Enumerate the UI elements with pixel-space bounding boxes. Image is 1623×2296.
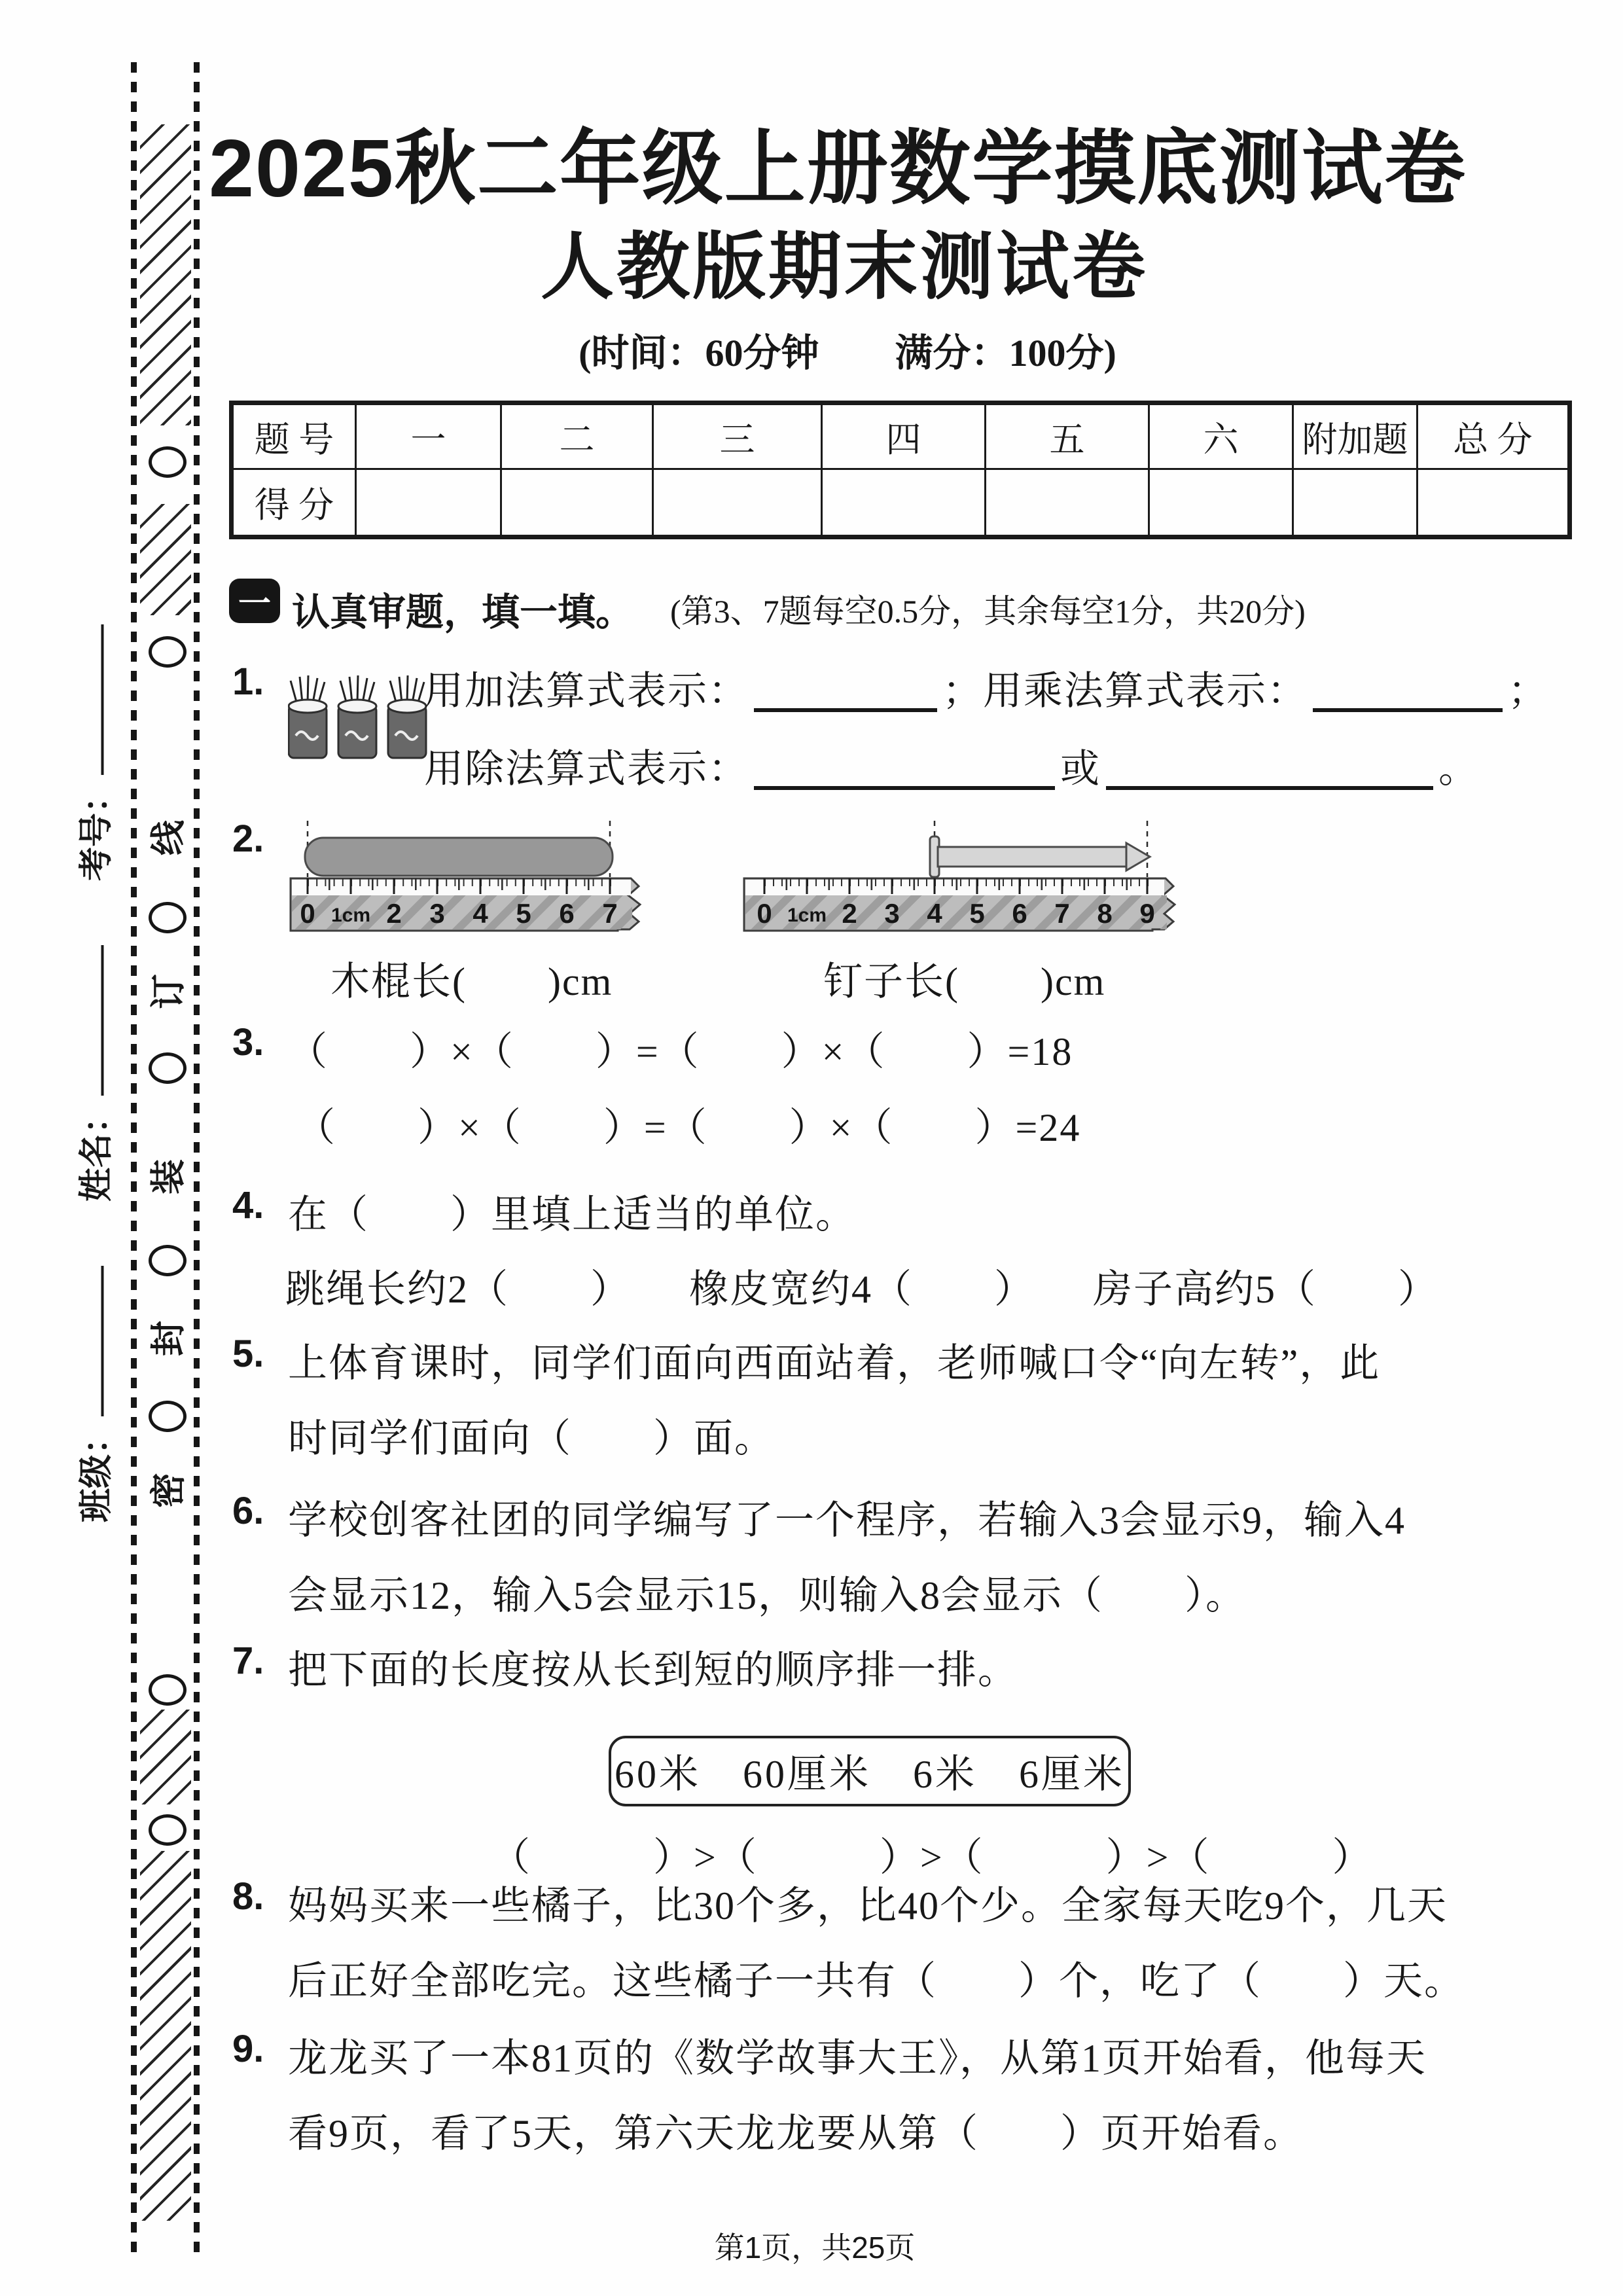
q9-line2: 看9页，看了5天，第六天龙龙要从第（ ）页开始看。 (288, 2112, 1304, 2155)
q1-text: ； (1508, 670, 1548, 713)
q4-item: 房子高约5（ ） (1093, 1268, 1438, 1311)
q5-line1: 上体育课时，同学们面向西面站着，老师喊口令“向左转”，此 (288, 1342, 1381, 1385)
student-name-label (69, 945, 118, 1202)
pen-cups-image (288, 675, 429, 762)
ruler-tick-label: 4 (473, 898, 488, 929)
ruler-tick-label: 7 (602, 898, 618, 929)
q1-line1 (424, 660, 1548, 716)
q1-text: 用加法算式表示： (424, 670, 749, 713)
ruler-tick-label: 6 (559, 898, 575, 929)
score-table-col: 附加题 (1293, 403, 1418, 469)
score-cell (1293, 469, 1418, 537)
seal-dashed-border-left (131, 62, 137, 2255)
ruler-tick-label: 3 (429, 898, 445, 929)
q4-number: 4. (232, 1184, 264, 1227)
score-table-col: 一 (356, 403, 501, 469)
q1-number: 1. (232, 660, 264, 703)
seal-hatching (140, 1851, 191, 2221)
seal-circle-icon (149, 1814, 187, 1846)
score-table-col: 三 (653, 403, 822, 469)
q8-line2: 后正好全部吃完。这些橘子一共有（ ）个，吃了（ ）天。 (288, 1960, 1465, 2003)
seal-char: 密 (149, 1473, 188, 1508)
q1-line2 (424, 738, 1479, 794)
score-table-col: 二 (501, 403, 653, 469)
q2-nail-answer: 钉子长( )cm (823, 960, 1106, 1003)
wooden-stick (305, 838, 613, 876)
page-title: 2025秋二年级上册数学摸底测试卷 (209, 124, 1467, 214)
q6-line2: 会显示12，输入5会显示15，则输入8会显示（ ）。 (288, 1574, 1246, 1617)
q5-line2: 时同学们面向（ ）面。 (288, 1417, 775, 1460)
q3-number: 3. (232, 1021, 264, 1064)
q5-number: 5. (232, 1333, 264, 1375)
score-cell (1149, 469, 1293, 537)
q7-stem: 把下面的长度按从长到短的顺序排一排。 (288, 1649, 1018, 1692)
q1-blank-division1 (754, 753, 1055, 790)
q2-number: 2. (232, 817, 264, 860)
q9-number: 9. (232, 2028, 264, 2070)
seal-circle-icon (149, 1052, 187, 1084)
q3-line1: （ ）×（ ）=（ ）×（ ）=18 (288, 1030, 1073, 1073)
seal-circle-icon (149, 446, 187, 478)
ruler-tick-label: 7 (1054, 898, 1070, 929)
class-line (99, 1266, 104, 1416)
seal-char: 订 (149, 974, 188, 1009)
q3-line2: （ ）×（ ）=（ ）×（ ）=24 (296, 1106, 1081, 1149)
seal-dashed-border-right (194, 62, 200, 2255)
ruler-tick-label: 1cm (787, 905, 827, 926)
ruler-graphic-left (280, 818, 656, 956)
q2-stick-answer: 木棍长( )cm (330, 960, 613, 1003)
q6-line1: 学校创客社团的同学编写了一个程序，若输入3会显示9，输入4 (288, 1499, 1406, 1542)
q7-compare-line: （ ）>（ ）>（ ）>（ ） (491, 1836, 1373, 1879)
ruler-tick-label: 0 (300, 898, 315, 929)
seal-hatching (140, 504, 191, 615)
ruler-tick-label: 2 (386, 898, 402, 929)
seal-circle-icon (149, 1674, 187, 1706)
page-footer: 第1页，共25页 (714, 2231, 916, 2265)
q1-text: 。 (1438, 747, 1479, 791)
q4-items (285, 1258, 1438, 1314)
pen-cup-icon (388, 675, 426, 758)
seal-hatching (140, 124, 191, 425)
seal-circle-icon (149, 902, 187, 933)
score-table-col: 总 分 (1418, 403, 1570, 469)
score-table-col: 四 (822, 403, 986, 469)
seal-char: 封 (149, 1321, 188, 1356)
exam-number-line (99, 624, 104, 775)
class-text: 班级： (78, 1420, 116, 1523)
q4-stem: 在（ ）里填上适当的单位。 (288, 1193, 856, 1236)
seal-char: 装 (149, 1159, 188, 1194)
class-label (69, 1266, 118, 1522)
ruler-tick-label: 9 (1139, 898, 1155, 929)
student-name-text: 姓名： (78, 1099, 116, 1202)
ruler-tick-label: 6 (1012, 898, 1027, 929)
seal-circle-icon (149, 636, 187, 668)
score-row-label: 得 分 (232, 469, 356, 537)
student-name-line (99, 945, 104, 1096)
ruler-tick-label: 3 (884, 898, 900, 929)
nail-graphic (930, 836, 1150, 877)
score-cell (822, 469, 986, 537)
score-cell (501, 469, 653, 537)
ruler-tick-label: 2 (842, 898, 857, 929)
page-subtitle: 人教版期末测试卷 (541, 226, 1148, 308)
score-cell (653, 469, 822, 537)
q1-blank-division2 (1106, 753, 1433, 790)
q7-length-box: 60米 60厘米 6米 6厘米 (609, 1736, 1131, 1806)
ruler-tick-label: 4 (927, 898, 942, 929)
q1-blank-multiplication (1313, 675, 1503, 712)
score-table-col: 六 (1149, 403, 1293, 469)
section-one-title: 认真审题，填一填。 (292, 591, 634, 634)
score-table (229, 401, 1572, 539)
ruler-tick-label: 0 (757, 898, 772, 929)
pen-cup-icon (338, 675, 376, 758)
pen-cup-icon (289, 675, 327, 758)
section-one-badge: 一 (229, 579, 280, 623)
ruler-tick-label: 5 (516, 898, 531, 929)
ruler-tick-label: 8 (1097, 898, 1113, 929)
seal-circle-icon (149, 1245, 187, 1276)
q6-number: 6. (232, 1490, 264, 1532)
ruler-tick-label: 1cm (330, 905, 371, 926)
ruler-graphic-right (736, 818, 1194, 956)
q8-line1: 妈妈买来一些橘子，比30个多，比40个少。全家每天吃9个，几天 (288, 1884, 1448, 1928)
score-cell (986, 469, 1149, 537)
exam-number-label (69, 624, 118, 881)
section-one-note: (第3、7题每空0.5分，其余每空1分，共20分) (670, 593, 1306, 630)
q1-text: 或 (1060, 747, 1101, 791)
ruler-tick-label: 5 (969, 898, 985, 929)
q7-number: 7. (232, 1640, 264, 1682)
score-table-header-label: 题 号 (232, 403, 356, 469)
score-table-col: 五 (986, 403, 1149, 469)
q4-item: 橡皮宽约4（ ） (689, 1268, 1035, 1311)
score-cell (356, 469, 501, 537)
seal-hatching (140, 1710, 191, 1804)
seal-char: 线 (149, 820, 188, 855)
q1-text: 用除法算式表示： (424, 747, 749, 791)
score-cell (1418, 469, 1570, 537)
time-score-meta: (时间：60分钟 满分：100分) (579, 332, 1116, 374)
q4-item: 跳绳长约2（ ） (285, 1268, 631, 1311)
q8-number: 8. (232, 1875, 264, 1918)
q1-text: ；用乘法算式表示： (942, 670, 1308, 713)
exam-number-text: 考号： (78, 778, 116, 882)
q9-line1: 龙龙买了一本81页的《数学故事大王》，从第1页开始看，他每天 (288, 2037, 1427, 2080)
q1-blank-addition (754, 675, 937, 712)
seal-circle-icon (149, 1401, 187, 1432)
